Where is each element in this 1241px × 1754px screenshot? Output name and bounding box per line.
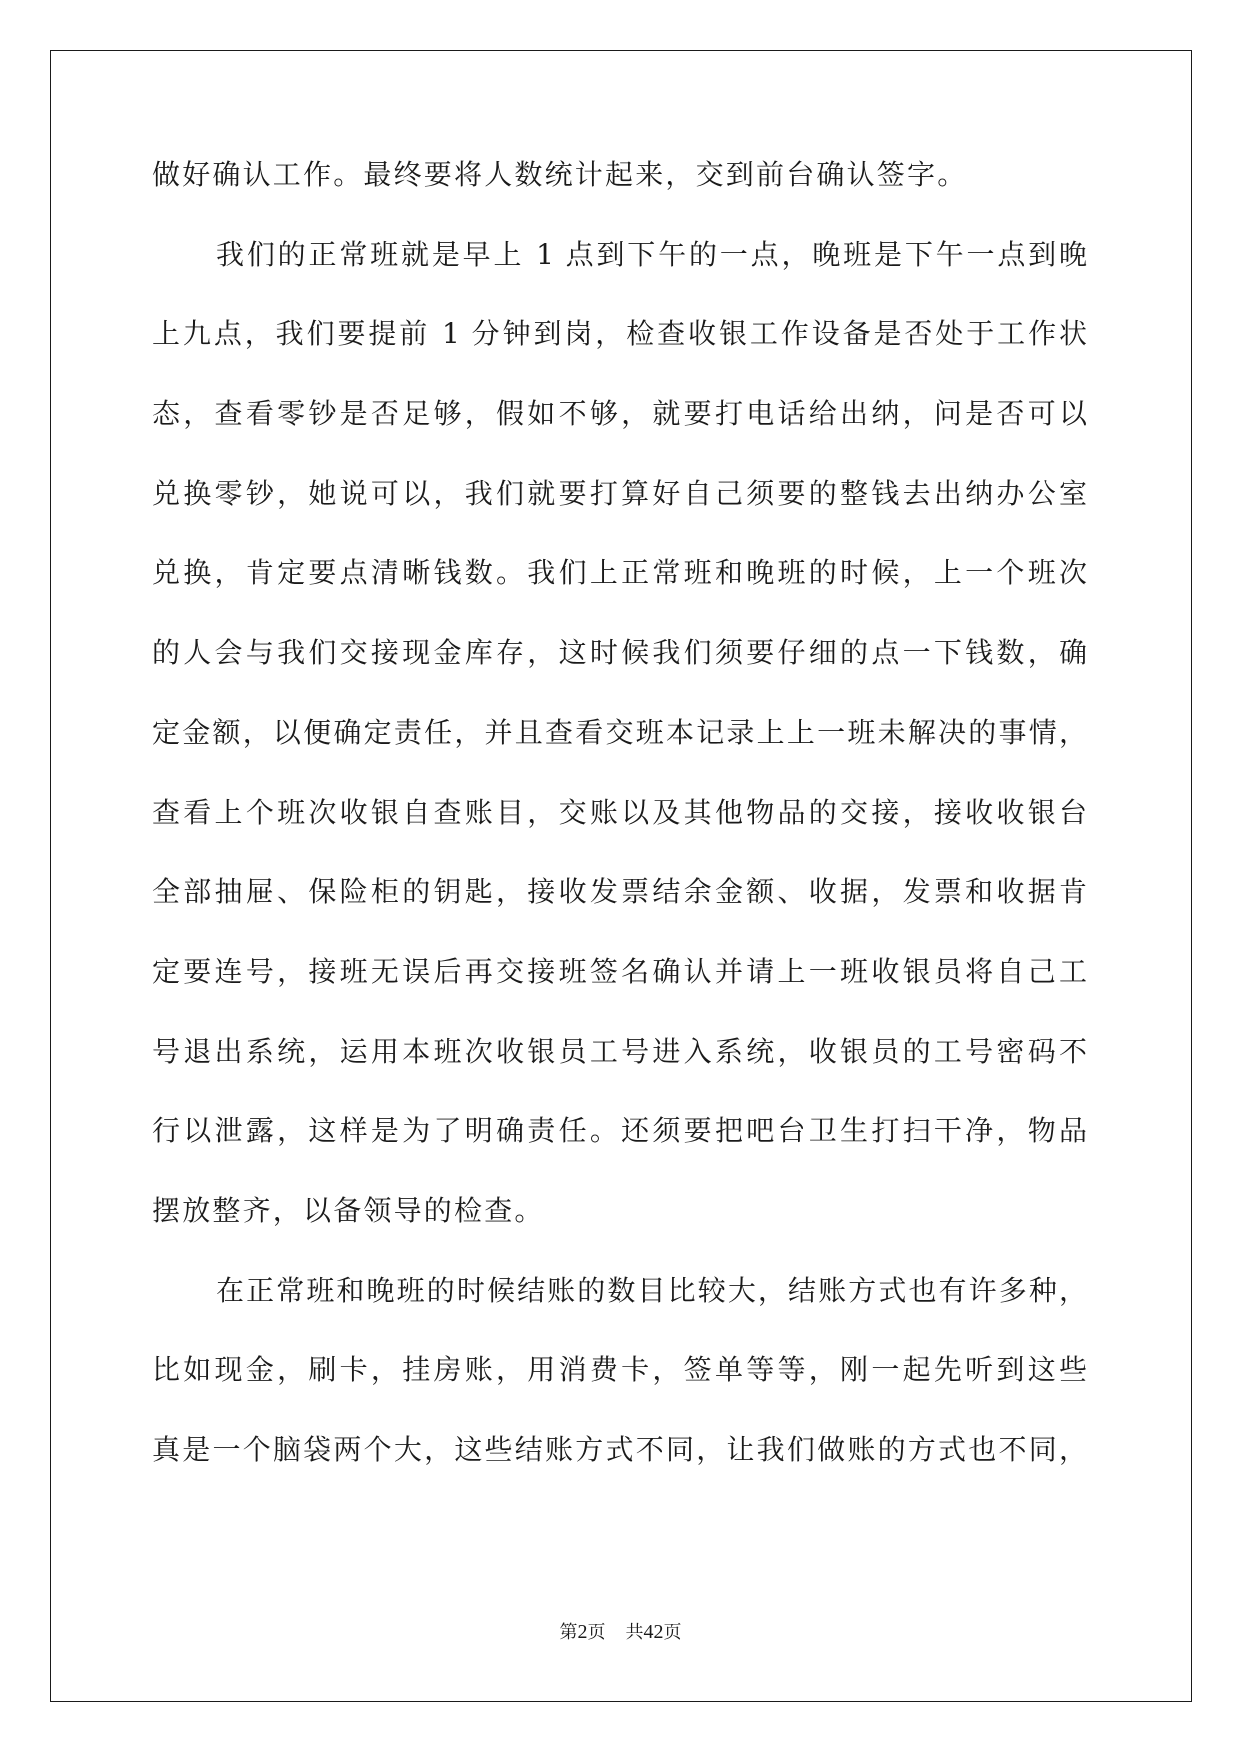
page-footer xyxy=(0,1618,1241,1644)
text-line: 号退出系统，运用本班次收银员工号进入系统，收银员的工号密码不 xyxy=(152,1034,1087,1068)
document-body xyxy=(152,158,1087,1513)
paragraph-first-line: 在正常班和晚班的时候结账的数目比较大，结账方式也有许多种， xyxy=(216,1273,1087,1307)
text-line: 兑换零钞，她说可以，我们就要打算好自己须要的整钱去出纳办公室 xyxy=(152,476,1087,510)
page-prefix: 第 xyxy=(559,1622,578,1643)
text-line: 做好确认工作。最终要将人数统计起来，交到前台确认签字。 xyxy=(152,158,968,191)
total-pages: 42 xyxy=(643,1621,664,1643)
text-line: 真是一个脑袋两个大，这些结账方式不同，让我们做账的方式也不同， xyxy=(152,1433,1087,1466)
text-line: 态，查看零钞是否足够，假如不够，就要打电话给出纳，问是否可以 xyxy=(152,397,1087,431)
text-line: 摆放整齐，以备领导的检查。 xyxy=(152,1193,545,1227)
paragraph-first-line: 我们的正常班就是早上 1 点到下午的一点，晚班是下午一点到晚 xyxy=(216,237,1087,271)
text-line: 查看上个班次收银自查账目，交账以及其他物品的交接，接收收银台 xyxy=(152,795,1087,829)
total-prefix: 共 xyxy=(625,1622,644,1643)
page-number: 2 xyxy=(577,1621,588,1643)
text-line: 定金额，以便确定责任，并且查看交班本记录上上一班未解决的事情， xyxy=(152,715,1087,749)
text-line: 全部抽屉、保险柜的钥匙，接收发票结余金额、收据，发票和收据肯 xyxy=(152,875,1087,909)
text-line: 行以泄露，这样是为了明确责任。还须要把吧台卫生打扫干净，物品 xyxy=(152,1114,1087,1148)
text-line: 比如现金，刷卡，挂房账，用消费卡，签单等等，刚一起先听到这些 xyxy=(152,1353,1087,1387)
page-suffix: 页 xyxy=(587,1622,606,1643)
text-line: 上九点，我们要提前 1 分钟到岗，检查收银工作设备是否处于工作状 xyxy=(152,317,1087,351)
text-line: 兑换，肯定要点清晰钱数。我们上正常班和晚班的时候，上一个班次 xyxy=(152,556,1087,590)
text-line: 的人会与我们交接现金库存，这时候我们须要仔细的点一下钱数，确 xyxy=(152,636,1087,670)
text-line: 定要连号，接班无误后再交接班签名确认并请上一班收银员将自己工 xyxy=(152,954,1087,988)
total-suffix: 页 xyxy=(663,1622,682,1643)
